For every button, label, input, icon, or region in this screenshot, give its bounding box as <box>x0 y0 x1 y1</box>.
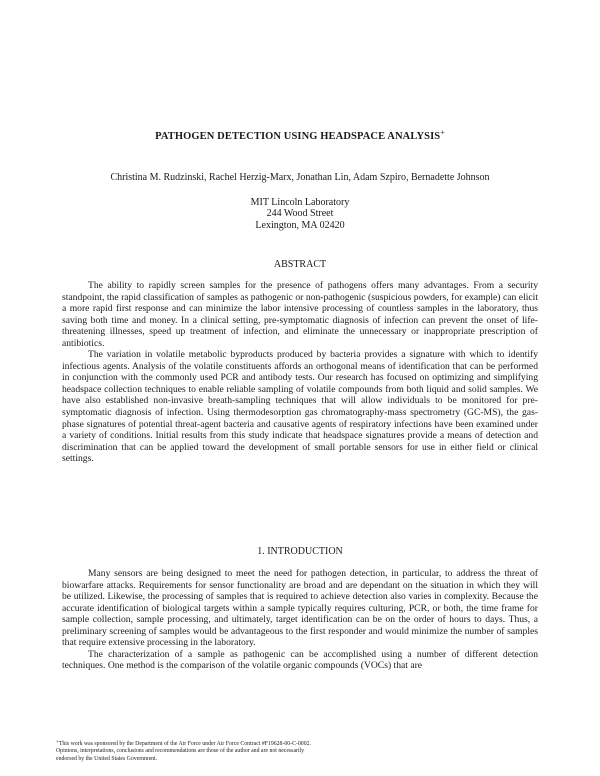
affiliation-block <box>0 197 600 231</box>
introduction-paragraph: The characterization of a sample as pathogenic can be accomplished using a number of different detection techniques. One method is the comparison of the volatile organic compounds (VOCs) that are <box>62 648 538 672</box>
footnote-mark: + <box>56 740 59 745</box>
abstract-paragraph: The ability to rapidly screen samples for the presence of pathogens offers many advantages. From a security standpoint, the rapid classification of samples as pathogenic or non-pathogenic (suspicious powders, for example) can elicit a more rapid first response and can minimize the labor intensive processing of countless samples in the laboratory, thus saving both time and money. In a clinical setting, pre-symptomatic diagnosis of infection can prevent the onset of life-threatening illnesses, speed up treatment of infection, and eliminate the unnecessary or inappropriate prescription of antibiotics. <box>62 280 538 349</box>
abstract-heading: ABSTRACT <box>273 259 327 270</box>
footnote <box>56 741 536 763</box>
introduction-body <box>62 568 538 672</box>
affiliation-org: MIT Lincoln Laboratory <box>250 197 350 208</box>
abstract-body <box>62 280 538 465</box>
paper-title <box>0 128 600 142</box>
introduction-paragraph: Many sensors are being designed to meet the need for pathogen detection, in particular, to address the threat of biowarfare attacks. Requirements for sensor functionality are broad and are dependant on the situation in which they will be utilized. Likewise, the processing of samples that is required to achieve detection also varies in complexity. Because the accurate identification of biological targets within a sample typically requires culturing, PCR, or both, the time frame for sample collection, sample processing, and ultimately, target identification can be on the order of hours to days. Thus, a preliminary screening of samples would be advantageous to the first responder and would minimize the number of samples that require extensive processing in the laboratory. <box>62 568 538 649</box>
affiliation-street: 244 Wood Street <box>266 208 334 220</box>
footnote-line-2: Opinions, interpretations, conclusions and recommendations are those of the author and are not necessarily <box>56 748 305 755</box>
author-list: Christina M. Rudzinski, Rachel Herzig-Marx, Jonathan Lin, Adam Szpiro, Bernadette Johnson <box>110 172 490 183</box>
abstract-paragraph: The variation in volatile metabolic byproducts produced by bacteria provides a signature with which to identify infectious agents. Analysis of the volatile constituents affords an orthogonal means of identification that can be performed in conjunction with the commonly used PCR and antibody tests. Our research has focused on optimizing and simplifying headspace collection techniques to enable reliable sampling of volatile compounds from both liquid and solid samples. We have also established non-invasive breath-sampling techniques that will allow individuals to be monitored for pre-symptomatic diagnosis of infection. Using thermodesorption gas chromatography-mass spectrometry (GC-MS), the gas-phase signatures of potential threat-agent bacteria and causative agents of respiratory infections have been examined under a variety of conditions. Initial results from this study indicate that headspace signatures provide a means of detection and discrimination that can be applied toward the development of small portable sensors for use in either field or clinical settings. <box>62 349 538 465</box>
footnote-line-1-text: This work was sponsored by the Department of the Air Force under Air Force Contract #F19628-00-C-0002. <box>58 741 311 747</box>
title-footnote-mark: + <box>440 128 445 137</box>
paper-title-text: PATHOGEN DETECTION USING HEADSPACE ANALYSIS <box>155 131 441 142</box>
introduction-heading: 1. INTRODUCTION <box>257 546 343 557</box>
affiliation-city: Lexington, MA 02420 <box>255 219 345 231</box>
footnote-line-3: endorsed by the United States Government. <box>56 755 158 762</box>
